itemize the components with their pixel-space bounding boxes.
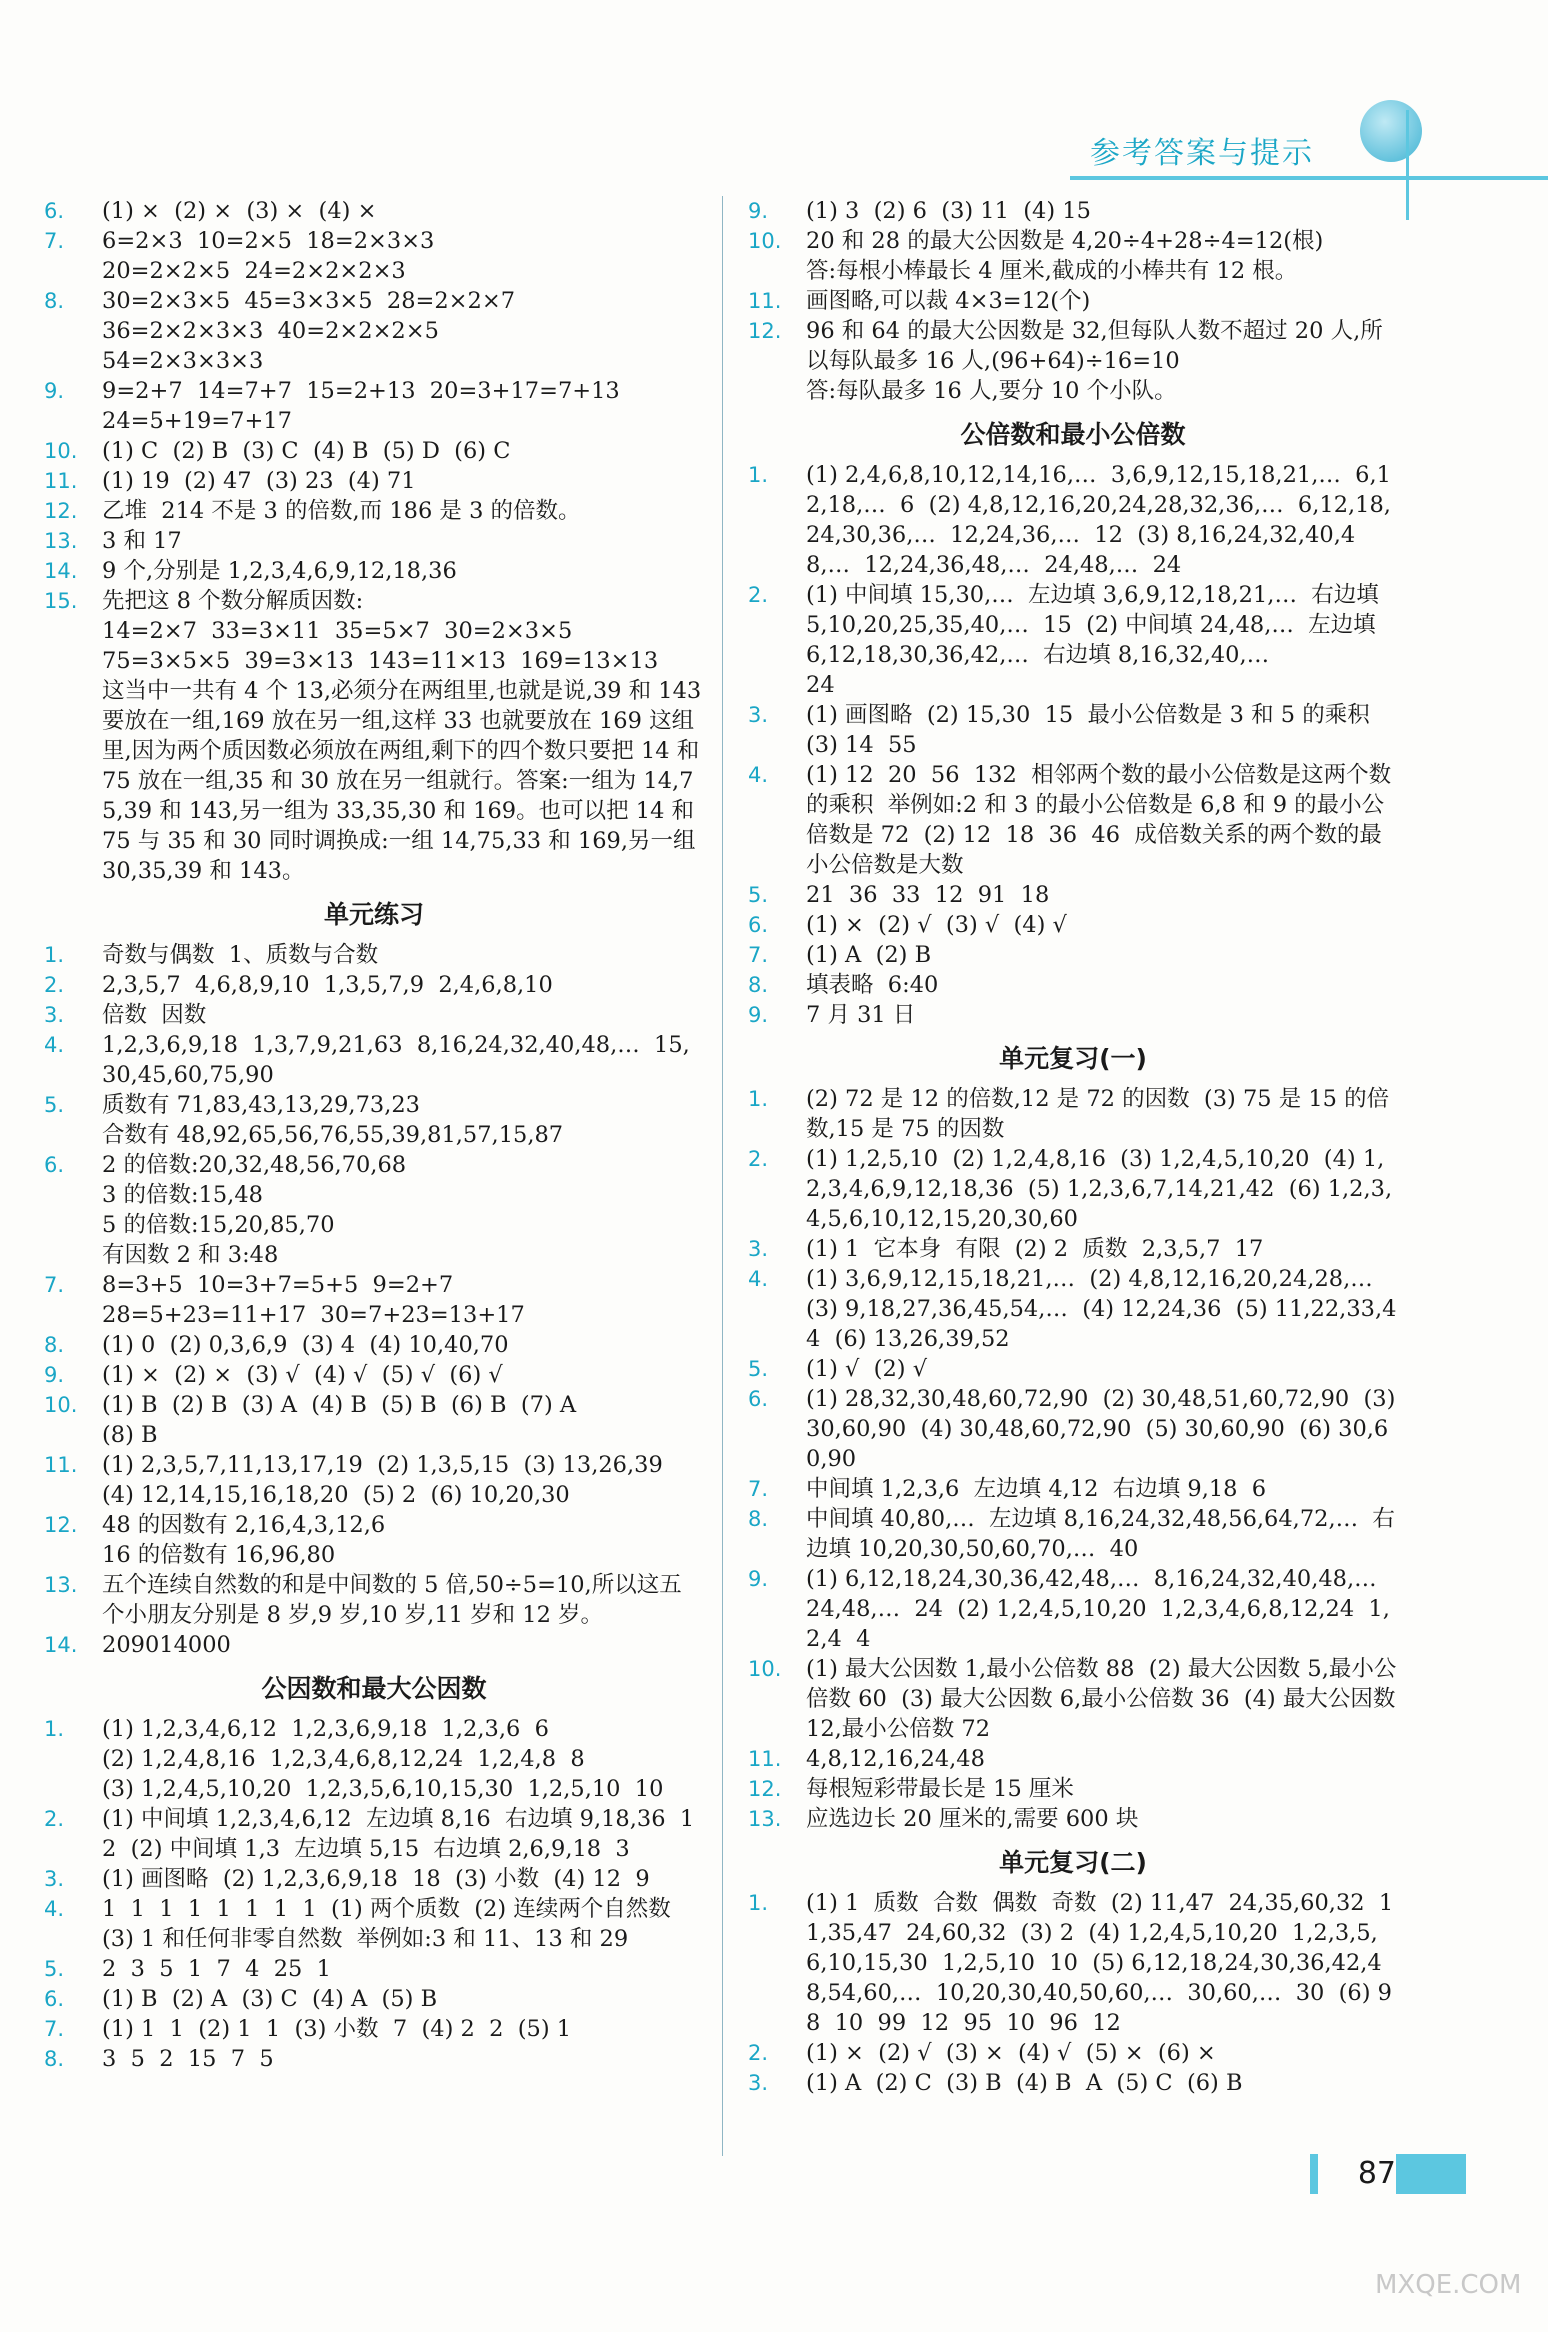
answer-item <box>748 1144 1398 1234</box>
answer-text: (2) 72 是 12 的倍数,12 是 72 的因数 (3) 75 是 15 的倍数,15 是 75 的因数 <box>806 1086 1390 1142</box>
answer-text: (1) B (2) B (3) A (4) B (5) B (6) B (7) A (8) B <box>102 1392 577 1448</box>
answer-text: 五个连续自然数的和是中间数的 5 倍,50÷5=10,所以这五个小朋友分别是 8 岁,9 岁,10 岁,11 岁和 12 岁。 <box>102 1572 682 1628</box>
answer-text: 3 和 17 <box>102 528 182 554</box>
answer-number: 15. <box>44 589 78 613</box>
answer-item <box>748 1264 1398 1354</box>
answer-text: (1) 1 质数 合数 偶数 奇数 (2) 11,47 24,35,60,32 11,35,47 24,60,32 (3) 2 (4) 1,2,4,5,10,20 1,2,3,5,6,10,15,30 1,2,5,10 10 (5) 6,12,18,24,30,36,42,48,54,60,… 10,20,30,40,50,60,… 30,60,… 30 (6) 98 10 99 12 95 10 96 12 <box>806 1890 1394 2036</box>
answer-item <box>44 286 704 376</box>
answer-item <box>748 1354 1398 1384</box>
answer-item <box>44 1894 704 1954</box>
answer-text: 1 1 1 1 1 1 1 1 (1) 两个质数 (2) 连续两个自然数 (3) 1 和任何非零自然数 举例如:3 和 11、13 和 29 <box>102 1896 686 1952</box>
answer-text: 2 3 5 1 7 4 25 1 <box>102 1956 331 1982</box>
answer-text: (1) A (2) B <box>806 942 932 968</box>
answer-text: (1) 28,32,30,48,60,72,90 (2) 30,48,51,60,72,90 (3) 30,60,90 (4) 30,48,60,72,90 (5) 30,60,90 (6) 30,60,90 <box>806 1386 1403 1472</box>
answer-text: (1) × (2) × (3) × (4) × <box>102 198 377 224</box>
answer-text: (1) × (2) √ (3) √ (4) √ <box>806 912 1067 938</box>
answer-item <box>748 1000 1398 1030</box>
answer-item <box>748 970 1398 1000</box>
answer-number: 8. <box>44 2047 65 2071</box>
answer-item <box>748 2038 1398 2068</box>
answer-number: 10. <box>748 229 782 253</box>
answer-text: 9=2+7 14=7+7 15=2+13 20=3+17=7+13 24=5+19=7+17 <box>102 378 620 434</box>
answer-number: 3. <box>44 1003 65 1027</box>
header-title: 参考答案与提示 <box>1090 136 1314 171</box>
answer-item <box>44 1360 704 1390</box>
answer-item <box>748 1564 1398 1654</box>
answer-text: (1) A (2) C (3) B (4) B A (5) C (6) B <box>806 2070 1243 2096</box>
answer-item <box>44 940 704 970</box>
answer-item <box>748 1384 1403 1474</box>
answer-number: 8. <box>748 973 769 997</box>
answer-item <box>748 2068 1398 2098</box>
answer-number: 5. <box>44 1957 65 1981</box>
answer-text: 48 的因数有 2,16,4,3,12,6 16 的倍数有 16,96,80 <box>102 1512 386 1568</box>
answer-text: (1) 最大公因数 1,最小公倍数 88 (2) 最大公因数 5,最小公倍数 60 (3) 最大公因数 6,最小公倍数 36 (4) 最大公因数 12,最小公倍数 72 <box>806 1656 1403 1742</box>
answer-text: 应选边长 20 厘米的,需要 600 块 <box>806 1806 1139 1832</box>
answer-text: 4,8,12,16,24,48 <box>806 1746 985 1772</box>
left-block-1 <box>44 196 704 886</box>
right-block-4 <box>748 1888 1398 2098</box>
answer-item <box>748 580 1398 700</box>
answer-text: 20 和 28 的最大公因数是 4,20÷4+28÷4=12(根) 答:每根小棒最长 4 厘米,截成的小棒共有 12 根。 <box>806 228 1324 284</box>
answer-item <box>44 2044 704 2074</box>
answer-number: 4. <box>748 763 769 787</box>
answer-item <box>44 1390 704 1450</box>
answer-number: 8. <box>44 1333 65 1357</box>
answer-item <box>748 1804 1398 1834</box>
answer-number: 10. <box>44 439 78 463</box>
answer-text: 209014000 <box>102 1632 231 1658</box>
answer-number: 6. <box>44 1153 65 1177</box>
answer-item <box>44 1450 704 1510</box>
seagull-logo-icon <box>1360 100 1422 162</box>
answer-item <box>44 376 704 436</box>
section-title-common-factors: 公因数和最大公因数 <box>261 1674 487 1703</box>
answer-text: 中间填 1,2,3,6 左边填 4,12 右边填 9,18 6 <box>806 1476 1267 1502</box>
answer-item <box>748 286 1398 316</box>
answer-number: 3. <box>44 1867 65 1891</box>
answer-number: 12. <box>44 1513 78 1537</box>
answer-item <box>748 1744 1398 1774</box>
answer-item <box>44 1000 704 1030</box>
answer-item <box>44 526 704 556</box>
answer-item <box>44 1714 704 1804</box>
answer-number: 13. <box>44 529 78 553</box>
answer-item <box>44 1570 704 1630</box>
answer-text: 奇数与偶数 1、质数与合数 <box>102 942 379 968</box>
answer-number: 8. <box>44 289 65 313</box>
answer-text: (1) 0 (2) 0,3,6,9 (3) 4 (4) 10,40,70 <box>102 1332 509 1358</box>
answer-number: 4. <box>44 1897 65 1921</box>
answer-text: 21 36 33 12 91 18 <box>806 882 1050 908</box>
answer-item <box>44 1630 704 1660</box>
answer-number: 3. <box>748 2071 769 2095</box>
answer-number: 1. <box>748 1087 769 1111</box>
answer-item <box>44 586 704 886</box>
answer-item <box>44 1864 704 1894</box>
answer-item <box>748 1888 1398 2038</box>
answer-text: (1) 19 (2) 47 (3) 23 (4) 71 <box>102 468 416 494</box>
answer-text: 6=2×3 10=2×5 18=2×3×3 20=2×2×5 24=2×2×2×3 <box>102 228 435 284</box>
answer-text: 每根短彩带最长是 15 厘米 <box>806 1776 1074 1802</box>
answer-number: 5. <box>748 883 769 907</box>
answer-text: 倍数 因数 <box>102 1002 207 1028</box>
answer-item <box>44 436 704 466</box>
answer-text: (1) 2,4,6,8,10,12,14,16,… 3,6,9,12,15,18,21,… 6,12,18,… 6 (2) 4,8,12,16,20,24,28,32,36,… 6,12,18,24,30,36,… 12,24,36,… 12 (3) 8,16,24,32,40,48,… 12,24,36,48,… 24,48,… 24 <box>806 462 1391 578</box>
answer-number: 12. <box>748 319 782 343</box>
answer-item <box>44 1090 704 1150</box>
answer-text: 30=2×3×5 45=3×3×5 28=2×2×7 36=2×2×3×3 40=2×2×2×5 54=2×3×3×3 <box>102 288 516 374</box>
answer-item <box>748 1504 1398 1564</box>
answer-item <box>44 496 704 526</box>
answer-item <box>748 700 1398 760</box>
answer-text: 7 月 31 日 <box>806 1002 916 1028</box>
answer-text: (1) 中间填 15,30,… 左边填 3,6,9,12,18,21,… 右边填 5,10,20,25,35,40,… 15 (2) 中间填 24,48,… 左边填 6,12,18,30,36,42,… 右边填 8,16,32,40,… 24 <box>806 582 1379 698</box>
answer-number: 9. <box>44 1363 65 1387</box>
right-block-3 <box>748 1084 1403 1834</box>
header-rule <box>1070 176 1548 180</box>
answer-number: 5. <box>44 1093 65 1117</box>
answer-number: 14. <box>44 559 78 583</box>
answer-item <box>748 196 1398 226</box>
answer-number: 4. <box>44 1033 65 1057</box>
section-title-common-multiples: 公倍数和最小公倍数 <box>960 420 1186 449</box>
answer-item <box>44 466 704 496</box>
answer-number: 7. <box>748 1477 769 1501</box>
left-block-3 <box>44 1714 704 2074</box>
page-number: 87 <box>1318 2152 1396 2196</box>
section-title-unit-practice: 单元练习 <box>323 900 424 929</box>
answer-item <box>748 910 1398 940</box>
answer-text: (1) 画图略 (2) 1,2,3,6,9,18 18 (3) 小数 (4) 12 9 <box>102 1866 650 1892</box>
answer-text: (1) × (2) × (3) √ (4) √ (5) √ (6) √ <box>102 1362 503 1388</box>
answer-number: 12. <box>44 499 78 523</box>
answer-text: (1) 12 20 56 132 相邻两个数的最小公倍数是这两个数的乘积 举例如:2 和 3 的最小公倍数是 6,8 和 9 的最小公倍数是 72 (2) 12 18 36 46 成倍数关系的两个数的最小公倍数是大数 <box>806 762 1392 878</box>
section-title-review-two: 单元复习(二) <box>999 1848 1147 1877</box>
answer-item <box>44 2014 704 2044</box>
page-number-bar <box>1310 2154 1318 2194</box>
answer-number: 13. <box>748 1807 782 1831</box>
answer-item <box>44 1330 704 1360</box>
answer-number: 9. <box>44 379 65 403</box>
answer-number: 7. <box>44 229 65 253</box>
right-block-2 <box>748 460 1398 1030</box>
answer-text: 填表略 6:40 <box>806 972 939 998</box>
answer-number: 9. <box>748 1567 769 1591</box>
answer-item <box>748 1654 1403 1744</box>
answer-text: (1) × (2) √ (3) × (4) √ (5) × (6) × <box>806 2040 1216 2066</box>
answer-text: 1,2,3,6,9,18 1,3,7,9,21,63 8,16,24,32,40,48,… 15,30,45,60,75,90 <box>102 1032 690 1088</box>
answer-number: 12. <box>748 1777 782 1801</box>
answer-item <box>748 226 1398 286</box>
answer-text: 96 和 64 的最大公因数是 32,但每队人数不超过 20 人,所以每队最多 16 人,(96+64)÷16=10 答:每队最多 16 人,要分 10 个小队。 <box>806 318 1383 404</box>
left-block-2 <box>44 940 704 1660</box>
answer-number: 11. <box>748 289 782 313</box>
answer-number: 2. <box>748 1147 769 1171</box>
answer-text: (1) 3 (2) 6 (3) 11 (4) 15 <box>806 198 1091 224</box>
answer-number: 5. <box>748 1357 769 1381</box>
answer-item <box>44 1030 704 1090</box>
answer-text: (1) 1 它本身 有限 (2) 2 质数 2,3,5,7 17 <box>806 1236 1264 1262</box>
answer-item <box>44 1804 704 1864</box>
answer-text: 9 个,分别是 1,2,3,4,6,9,12,18,36 <box>102 558 457 584</box>
answer-number: 11. <box>748 1747 782 1771</box>
section-title-review-one: 单元复习(一) <box>999 1044 1147 1073</box>
answer-text: 8=3+5 10=3+7=5+5 9=2+7 28=5+23=11+17 30=7+23=13+17 <box>102 1272 525 1328</box>
answer-number: 6. <box>748 913 769 937</box>
header-rule-vertical <box>1406 110 1409 220</box>
answer-number: 1. <box>748 1891 769 1915</box>
answer-item <box>748 460 1398 580</box>
answer-text: 画图略,可以裁 4×3=12(个) <box>806 288 1091 314</box>
answer-number: 2. <box>44 973 65 997</box>
answer-number: 4. <box>748 1267 769 1291</box>
answer-text: (1) 1,2,3,4,6,12 1,2,3,6,9,18 1,2,3,6 6 (2) 1,2,4,8,16 1,2,3,4,6,8,12,24 1,2,4,8 8 (3) 1,2,4,5,10,20 1,2,3,5,6,10,15,30 1,2,5,10 10 <box>102 1716 664 1802</box>
answer-item <box>44 1150 704 1270</box>
answer-number: 3. <box>748 703 769 727</box>
answer-number: 10. <box>748 1657 782 1681</box>
answer-number: 1. <box>748 463 769 487</box>
answer-item <box>748 940 1398 970</box>
answer-item <box>44 1270 704 1330</box>
answer-text: 乙堆 214 不是 3 的倍数,而 186 是 3 的倍数。 <box>102 498 581 524</box>
answer-item <box>44 226 704 286</box>
answer-text: (1) 3,6,9,12,15,18,21,… (2) 4,8,12,16,20,24,28,… (3) 9,18,27,36,45,54,… (4) 12,24,36 (5) 11,22,33,44 (6) 13,26,39,52 <box>806 1266 1397 1352</box>
answer-item <box>44 970 704 1000</box>
answer-number: 10. <box>44 1393 78 1417</box>
answer-text: 3 5 2 15 7 5 <box>102 2046 274 2072</box>
answer-number: 3. <box>748 1237 769 1261</box>
answer-number: 7. <box>44 1273 65 1297</box>
answer-text: (1) 1 1 (2) 1 1 (3) 小数 7 (4) 2 2 (5) 1 <box>102 2016 572 2042</box>
answer-number: 2. <box>748 583 769 607</box>
answer-item <box>44 1984 704 2014</box>
answer-item <box>748 760 1398 880</box>
answer-number: 9. <box>748 199 769 223</box>
answer-text: 2 的倍数:20,32,48,56,70,68 3 的倍数:15,48 5 的倍数:15,20,85,70 有因数 2 和 3:48 <box>102 1152 407 1268</box>
answer-number: 7. <box>748 943 769 967</box>
answer-item <box>44 556 704 586</box>
answer-number: 6. <box>44 199 65 223</box>
left-column <box>44 196 704 2074</box>
answer-number: 7. <box>44 2017 65 2041</box>
answer-text: 2,3,5,7 4,6,8,9,10 1,3,5,7,9 2,4,6,8,10 <box>102 972 553 998</box>
answer-text: (1) C (2) B (3) C (4) B (5) D (6) C <box>102 438 511 464</box>
answer-text: (1) 中间填 1,2,3,4,6,12 左边填 8,16 右边填 9,18,36 12 (2) 中间填 1,3 左边填 5,15 右边填 2,6,9,18 3 <box>102 1806 695 1862</box>
answer-item <box>44 1510 704 1570</box>
answer-text: (1) 1,2,5,10 (2) 1,2,4,8,16 (3) 1,2,4,5,10,20 (4) 1,2,3,4,6,9,12,18,36 (5) 1,2,3,6,7,14,21,42 (6) 1,2,3,4,5,6,10,12,15,20,30,60 <box>806 1146 1393 1232</box>
answer-item <box>748 1774 1398 1804</box>
answer-item <box>748 1084 1398 1144</box>
answer-number: 1. <box>44 1717 65 1741</box>
answer-text: 中间填 40,80,… 左边填 8,16,24,32,48,56,64,72,… 右边填 10,20,30,50,60,70,… 40 <box>806 1506 1395 1562</box>
answer-number: 8. <box>748 1507 769 1531</box>
right-block-1 <box>748 196 1398 406</box>
answer-text: (1) 2,3,5,7,11,13,17,19 (2) 1,3,5,15 (3) 13,26,39 (4) 12,14,15,16,18,20 (5) 2 (6) 10,20,30 <box>102 1452 678 1508</box>
answer-number: 11. <box>44 469 78 493</box>
answer-item <box>748 1234 1398 1264</box>
column-divider <box>722 196 723 2156</box>
answer-number: 13. <box>44 1573 78 1597</box>
watermark: MXQE.COM <box>1375 2270 1522 2300</box>
answer-text: (1) 6,12,18,24,30,36,42,48,… 8,16,24,32,40,48,… 24,48,… 24 (2) 1,2,4,5,10,20 1,2,3,4,6,8,12,24 1,2,4 4 <box>806 1566 1391 1652</box>
answer-number: 2. <box>44 1807 65 1831</box>
answer-text: (1) 画图略 (2) 15,30 15 最小公倍数是 3 和 5 的乘积 (3) 14 55 <box>806 702 1385 758</box>
answer-number: 2. <box>748 2041 769 2065</box>
right-column <box>748 196 1403 2098</box>
answer-number: 6. <box>748 1387 769 1411</box>
answer-item <box>44 196 704 226</box>
answer-number: 6. <box>44 1987 65 2011</box>
answer-text: (1) B (2) A (3) C (4) A (5) B <box>102 1986 438 2012</box>
answer-item <box>44 1954 704 1984</box>
answer-text: (1) √ (2) √ <box>806 1356 928 1382</box>
answer-item <box>748 316 1398 406</box>
answer-item <box>748 880 1398 910</box>
answer-text: 先把这 8 个数分解质因数: 14=2×7 33=3×11 35=5×7 30=2×3×5 75=3×5×5 39=3×13 143=11×13 169=13×13 这当中一共有 4 个 13,必须分在两组里,也就是说,39 和 143 要放在一组,169 放在另一组,这样 33 也就要放在 169 这组里,因为两个质因数必须放在两组,剩下的四个数只要把 14 和 75 放在一组,35 和 30 放在另一组就行。答案:一组为 14,75,39 和 143,另一组为 33,35,30 和 169。也可以把 14 和 75 与 35 和 30 同时调换成:一组 14,75,33 和 169,另一组 30,35,39 和 143。 <box>102 588 702 884</box>
answer-text: 质数有 71,83,43,13,29,73,23 合数有 48,92,65,56,76,55,39,81,57,15,87 <box>102 1092 564 1148</box>
answer-item <box>748 1474 1398 1504</box>
answer-number: 9. <box>748 1003 769 1027</box>
answer-number: 14. <box>44 1633 78 1657</box>
answer-number: 1. <box>44 943 65 967</box>
answer-number: 11. <box>44 1453 78 1477</box>
